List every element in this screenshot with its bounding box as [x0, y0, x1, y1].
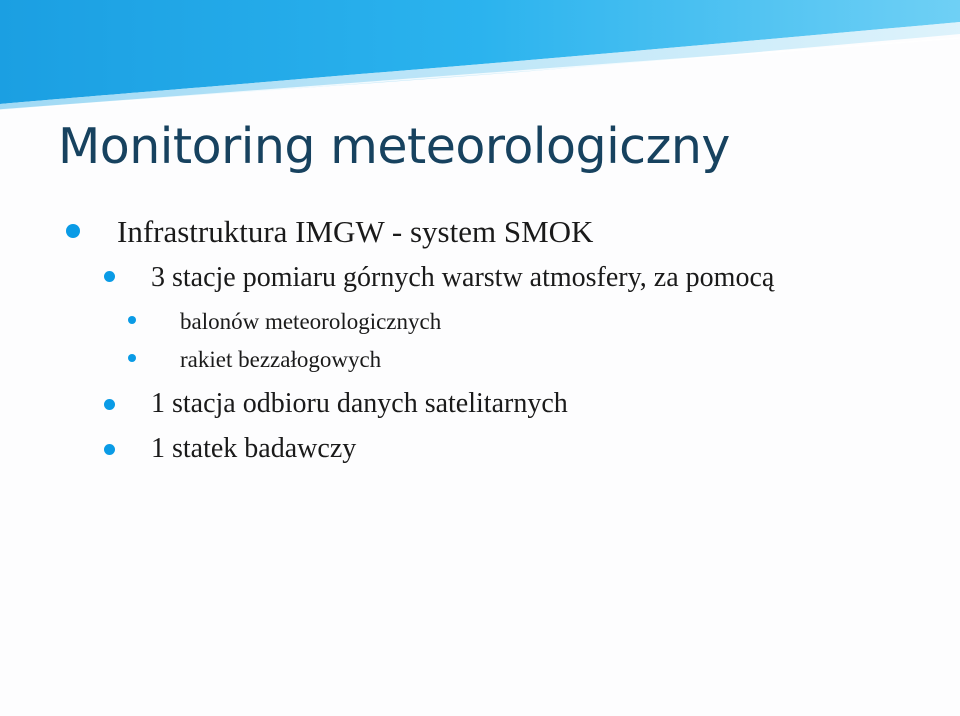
- list-item: 1 statek badawczy: [151, 433, 357, 464]
- bullet-icon: [128, 354, 136, 362]
- list-item: 1 stacja odbioru danych satelitarnych: [151, 388, 568, 419]
- list-item: rakiet bezzałogowych: [180, 347, 382, 372]
- list-item: 3 stacje pomiaru górnych warstw atmosfery, za pomocą: [151, 262, 775, 293]
- bullet-icon: [104, 444, 115, 455]
- bullet-icon: [128, 316, 136, 324]
- list-item: balonów meteorologicznych: [180, 309, 442, 334]
- slide-title: Monitoring meteorologiczny: [58, 118, 730, 175]
- bullet-icon: [66, 224, 80, 238]
- bullet-icon: [104, 399, 115, 410]
- list-item: Infrastruktura IMGW - system SMOK: [117, 214, 594, 249]
- bullet-icon: [104, 271, 115, 282]
